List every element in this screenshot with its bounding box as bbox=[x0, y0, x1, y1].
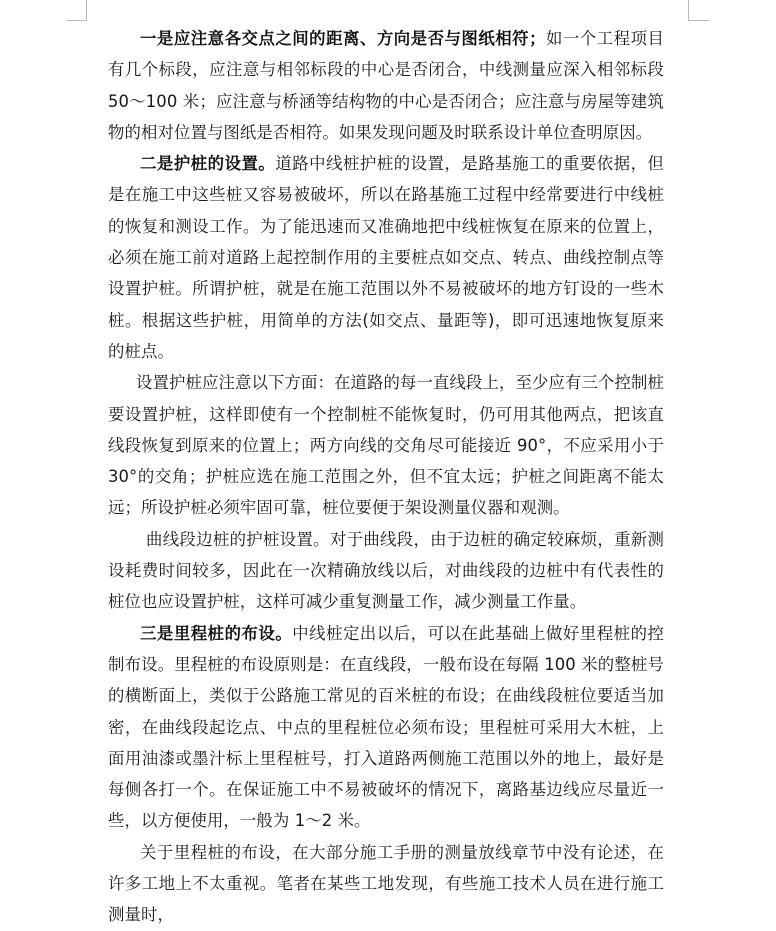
paragraph-intersection-check bbox=[108, 23, 664, 148]
paragraph-guard-stakes bbox=[108, 148, 664, 367]
paragraph-lead: 一是应注意各交点之间的距离、方向是否与图纸相符； bbox=[140, 29, 546, 48]
crop-mark-top-left-vertical bbox=[86, 0, 87, 20]
paragraph-text: 如一个工程项目有几个标段，应注意与相邻标段的中心是否闭合，中线测量应深入相邻标段 50～100 米；应注意与桥涵等结构物的中心是否闭合；应注意与房屋等建筑物的相对位置与图纸是否相符。如果发现问题及时联系设计单位查明原因。 bbox=[108, 29, 664, 142]
paragraph-lead: 二是护桩的设置。 bbox=[140, 154, 276, 174]
paragraph-text: 中线桩定出以后，可以在此基础上做好里程桩的控制布设。里程桩的布设原则是：在直线段，一般布设在每隔 100 米的整桩号的横断面上，类似于公路施工常见的百米桩的布设；在曲线段桩位要适当加密，在曲线段起讫点、中点的里程桩位必须布设；里程桩可采用大木桩，上面用油漆或墨汁标上里程桩号，打入道路两侧施工范围以外的地上，最好是每侧各打一个。在保证施工中不易被破坏的情况下，离路基边线应尽量近一些，以方便使用，一般为 1～2 米。 bbox=[108, 623, 664, 831]
crop-mark-top-right-horizontal bbox=[688, 20, 709, 21]
paragraph-text: 设置护桩应注意以下方面：在道路的每一直线段上，至少应有三个控制桩要设置护桩，这样即使有一个控制桩不能恢复时，仍可用其他两点，把该直线段恢复到原来的位置上；两方向线的交角尽可能接近 90°，不应采用小于 30°的交角；护桩应选在施工范围之外，但不宜太远；护桩之间距离不能太远；所设护桩必须牢固可靠，桩位要便于架设测量仪器和观测。 bbox=[108, 373, 664, 518]
paragraph-lead: 三是里程桩的布设。 bbox=[140, 623, 293, 643]
paragraph-mileage-discussion bbox=[108, 837, 664, 931]
paragraph-curve-guard-stakes bbox=[108, 524, 664, 618]
crop-mark-top-right-vertical bbox=[688, 0, 689, 20]
document-body bbox=[108, 23, 664, 931]
paragraph-text: 曲线段边桩的护桩设置。对于曲线段，由于边桩的确定较麻烦，重新测设耗费时间较多，因此在一次精确放线以后，对曲线段的边桩中有代表性的桩位也应设置护桩，这样可减少重复测量工作，减少测量工作量。 bbox=[108, 529, 664, 612]
paragraph-text: 道路中线桩护桩的设置，是路基施工的重要依据，但是在施工中这些桩又容易被破坏，所以在路基施工过程中经常要进行中线桩的恢复和测设工作。为了能迅速而又准确地把中线桩恢复在原来的位置上，必须在施工前对道路上起控制作用的主要桩点如交点、转点、曲线控制点等设置护桩。所谓护桩，就是在施工范围以外不易被破坏的地方钉设的一些木桩。根据这些护桩，用简单的方法(如交点、量距等)，即可迅速地恢复原来的桩点。 bbox=[108, 154, 664, 361]
paragraph-text: 关于里程桩的布设，在大部分施工手册的测量放线章节中没有论述，在许多工地上不太重视。笔者在某些工地发现，有些施工技术人员在进行施工测量时， bbox=[108, 842, 664, 925]
crop-mark-top-left-horizontal bbox=[66, 20, 87, 21]
paragraph-mileage-stakes bbox=[108, 618, 664, 837]
paragraph-guard-stake-notes bbox=[108, 367, 664, 523]
